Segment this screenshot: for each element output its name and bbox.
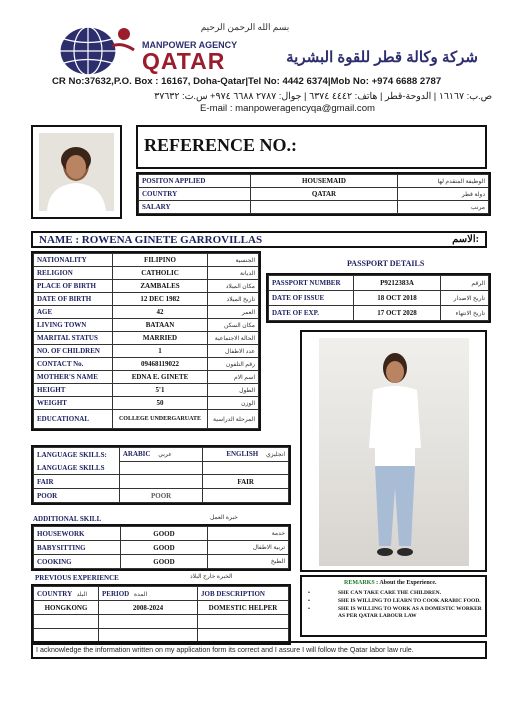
language-skills-sublabel: LANGUAGE SKILLS bbox=[34, 461, 120, 475]
row-label: LIVING TOWN bbox=[34, 319, 113, 332]
row-arabic: الرقم bbox=[441, 276, 489, 291]
row-label: PASSPORT NUMBER bbox=[269, 276, 354, 291]
row-label: NO. OF CHILDREN bbox=[34, 345, 113, 358]
arabic-agency-name: شركة وكالة قطر للقوة البشرية bbox=[286, 49, 478, 66]
additional-skill-title-ar: خبرة العمل bbox=[210, 515, 238, 521]
row-value: BATAAN bbox=[113, 319, 208, 332]
row-label: EDUCATIONAL bbox=[34, 410, 113, 429]
remark-item: • SHE CAN TAKE CARE THE CHILDREN. bbox=[308, 590, 441, 596]
personal-row bbox=[34, 384, 259, 397]
row-arabic: عدد الاطفال bbox=[208, 345, 259, 358]
remarks-heading bbox=[344, 580, 437, 586]
personal-row bbox=[34, 371, 259, 384]
personal-rows bbox=[34, 254, 259, 429]
row-label: HEIGHT bbox=[34, 384, 113, 397]
passport-number-row bbox=[269, 276, 489, 291]
arabic-language-cell bbox=[119, 448, 202, 462]
row-label: SALARY bbox=[139, 201, 251, 214]
agency-label: MANPOWER AGENCY bbox=[142, 40, 238, 50]
row-arabic: تاريخ الانتهاء bbox=[441, 306, 489, 321]
row-value: FILIPINO bbox=[113, 254, 208, 267]
row-label: DATE OF ISSUE bbox=[269, 291, 354, 306]
row-label: MARITAL STATUS bbox=[34, 332, 113, 345]
row-arabic: الوظيفة المتقدم لها bbox=[398, 175, 489, 188]
babysitting-row bbox=[34, 541, 289, 555]
row-label: AGE bbox=[34, 306, 113, 319]
row-value: 18 OCT 2018 bbox=[354, 291, 441, 306]
row-arabic: الوزن bbox=[208, 397, 259, 410]
experience-job: DOMESTIC HELPER bbox=[198, 601, 289, 615]
date-of-issue-row bbox=[269, 291, 489, 306]
row-label: POSITON APPLIED bbox=[139, 175, 251, 188]
english-language-label: ENGLISH bbox=[226, 450, 259, 459]
personal-row bbox=[34, 306, 259, 319]
row-label: COOKING bbox=[34, 555, 121, 569]
previous-experience-title-ar: الخبرة خارج البلاد bbox=[190, 574, 233, 580]
row-value: EDNA E. GINETE bbox=[113, 371, 208, 384]
row-label: WEIGHT bbox=[34, 397, 113, 410]
job-description-header: JOB DESCRIPTION bbox=[198, 587, 289, 601]
row-label: DATE OF BIRTH bbox=[34, 293, 113, 306]
row-value: CATHOLIC bbox=[113, 267, 208, 280]
row-arabic: الديانة bbox=[208, 267, 259, 280]
arabic-poor-value: POOR bbox=[119, 489, 202, 503]
row-value: 50 bbox=[113, 397, 208, 410]
passport-table bbox=[266, 273, 491, 323]
row-label: DATE OF EXP. bbox=[269, 306, 354, 321]
row-value: P9212383A bbox=[354, 276, 441, 291]
row-arabic: اسم الام bbox=[208, 371, 259, 384]
row-arabic: مرتب bbox=[398, 201, 489, 214]
row-arabic: العمر bbox=[208, 306, 259, 319]
position-applied-row bbox=[139, 175, 489, 188]
row-arabic: الطبخ bbox=[208, 555, 289, 569]
row-label: HOUSEWORK bbox=[34, 527, 121, 541]
date-of-expiry-row bbox=[269, 306, 489, 321]
country-header bbox=[34, 587, 99, 601]
row-label: CONTACT No. bbox=[34, 358, 113, 371]
remarks-title: REMARKS bbox=[344, 580, 375, 586]
row-arabic: تربية الاطفال bbox=[208, 541, 289, 555]
row-value bbox=[251, 201, 398, 214]
row-value: MARRIED bbox=[113, 332, 208, 345]
row-value: GOOD bbox=[121, 555, 208, 569]
agency-logo bbox=[50, 24, 136, 76]
row-arabic: رقم التلفون bbox=[208, 358, 259, 371]
english-language-label-ar: انجليزي bbox=[265, 452, 285, 459]
experience-header-row bbox=[34, 587, 289, 601]
experience-country: HONGKONG bbox=[34, 601, 99, 615]
personal-row bbox=[34, 358, 259, 371]
profile-photo-frame bbox=[31, 125, 122, 219]
applicant-name: NAME : ROWENA GINETE GARROVILLAS bbox=[39, 234, 263, 246]
personal-row bbox=[34, 267, 259, 280]
name-bar bbox=[31, 231, 487, 248]
remark-item: • SHE IS WILLING TO LEARN TO COOK ARABIC FOOD. bbox=[308, 598, 481, 604]
row-value: COLLEGE UNDERGARUATE bbox=[113, 410, 208, 429]
language-header-row bbox=[34, 448, 289, 462]
row-value: ZAMBALES bbox=[113, 280, 208, 293]
row-label: RELIGION bbox=[34, 267, 113, 280]
acknowledgement-box bbox=[31, 641, 487, 659]
position-table bbox=[136, 172, 491, 216]
personal-row bbox=[34, 254, 259, 267]
remark-text: SHE IS WILLING TO WORK AS A DOMESTIC WORKER AS PER QATAR LABOUR LAW bbox=[338, 606, 482, 619]
country-header-label: COUNTRY bbox=[37, 589, 72, 598]
personal-row bbox=[34, 345, 259, 358]
contact-line: CR No:37632,P.O. Box : 16167, Doha-Qatar|Tel No: 4442 6374|Mob No: +974 6688 2787 bbox=[52, 76, 442, 87]
additional-skill-table bbox=[31, 524, 291, 571]
arabic-language-label-ar: عربي bbox=[158, 452, 172, 459]
previous-experience-title: PREVIOUS EXPERIENCE bbox=[35, 574, 119, 582]
full-body-photo-frame bbox=[300, 330, 487, 572]
remarks-box bbox=[300, 575, 487, 637]
remarks-title-rest: : About the Experience. bbox=[374, 580, 437, 586]
language-skills-label: LANGUAGE SKILLS: bbox=[34, 448, 120, 462]
row-value: 09468119022 bbox=[113, 358, 208, 371]
row-arabic: الحالة الاجتماعية bbox=[208, 332, 259, 345]
english-language-cell bbox=[203, 448, 289, 462]
language-skills-table bbox=[31, 445, 291, 505]
row-value: QATAR bbox=[251, 188, 398, 201]
name-arabic-label: الاسم: bbox=[452, 234, 479, 245]
row-arabic: تاريخ الميلاد bbox=[208, 293, 259, 306]
row-arabic: الجنسية bbox=[208, 254, 259, 267]
row-value: 17 OCT 2028 bbox=[354, 306, 441, 321]
personal-row bbox=[34, 410, 259, 429]
housework-row bbox=[34, 527, 289, 541]
arabic-language-label: ARABIC bbox=[122, 450, 151, 459]
reference-label: REFERENCE NO.: bbox=[144, 135, 298, 155]
period-header-ar: المدة bbox=[133, 591, 148, 598]
row-arabic: الطول bbox=[208, 384, 259, 397]
personal-row bbox=[34, 332, 259, 345]
country-header-ar: البلد bbox=[76, 591, 88, 598]
row-value: 12 DEC 1982 bbox=[113, 293, 208, 306]
row-arabic: تاريخ الاصدار bbox=[441, 291, 489, 306]
poor-row bbox=[34, 489, 289, 503]
personal-details-table bbox=[31, 251, 261, 431]
row-arabic: المرحلة الدراسية bbox=[208, 410, 259, 429]
english-fair-value: FAIR bbox=[203, 475, 289, 489]
row-arabic: مكان الميلاد bbox=[208, 280, 259, 293]
row-value: GOOD bbox=[121, 541, 208, 555]
full-body-photo bbox=[319, 338, 469, 566]
previous-experience-table bbox=[31, 584, 291, 645]
experience-row bbox=[34, 601, 289, 615]
row-value: 42 bbox=[113, 306, 208, 319]
remark-text: SHE CAN TAKE CARE THE CHILDREN. bbox=[338, 590, 441, 596]
row-value: GOOD bbox=[121, 527, 208, 541]
cooking-row bbox=[34, 555, 289, 569]
row-value: HOUSEMAID bbox=[251, 175, 398, 188]
poor-label: POOR bbox=[34, 489, 120, 503]
remark-item: • SHE IS WILLING TO WORK AS A DOMESTIC WORKER AS PER QATAR LABOUR LAW bbox=[308, 606, 484, 620]
personal-row bbox=[34, 280, 259, 293]
brand-name: QATAR bbox=[142, 48, 226, 74]
reference-box bbox=[136, 125, 487, 169]
experience-period: 2008-2024 bbox=[99, 601, 198, 615]
additional-skill-title: ADDITIONAL SKILL bbox=[33, 515, 102, 523]
row-arabic: دولة قطر bbox=[398, 188, 489, 201]
email: E-mail : manpoweragencyqa@gmail.com bbox=[200, 103, 376, 114]
profile-photo bbox=[39, 133, 114, 211]
personal-row bbox=[34, 293, 259, 306]
row-label: MOTHER'S NAME bbox=[34, 371, 113, 384]
row-label: NATIONALITY bbox=[34, 254, 113, 267]
salary-row bbox=[139, 201, 489, 214]
arabic-basmala: بسم الله الرحمن الرحيم bbox=[200, 22, 290, 32]
passport-title: PASSPORT DETAILS bbox=[347, 259, 425, 268]
remark-text: SHE IS WILLING TO LEARN TO COOK ARABIC FOOD. bbox=[338, 598, 481, 604]
experience-empty-row bbox=[34, 615, 289, 629]
personal-row bbox=[34, 319, 259, 332]
row-value: 1 bbox=[113, 345, 208, 358]
header bbox=[0, 0, 532, 120]
period-header-label: PERIOD bbox=[102, 589, 130, 598]
row-label: BABYSITTING bbox=[34, 541, 121, 555]
country-row bbox=[139, 188, 489, 201]
fair-row bbox=[34, 475, 289, 489]
period-header bbox=[99, 587, 198, 601]
row-value: 5'1 bbox=[113, 384, 208, 397]
remarks-list bbox=[308, 590, 484, 620]
contact-line-arabic: ص.ب: ١٦١٦٧ | الدوحة-قطر | هاتف: ٤٤٤٢ ٦٣٧٤ | جوال: ٢٧٨٧ ٦٦٨٨ ٩٧٤+ س.ت: ٣٧٦٣٢ bbox=[154, 90, 492, 101]
row-arabic: خدمة bbox=[208, 527, 289, 541]
acknowledgement-text: I acknowledge the information written on my application form its correct and I assure I will follow the Qatar labor law rule. bbox=[36, 646, 414, 654]
language-skills-row bbox=[34, 461, 289, 475]
fair-label: FAIR bbox=[34, 475, 120, 489]
row-arabic: مكان السكن bbox=[208, 319, 259, 332]
row-label: PLACE OF BIRTH bbox=[34, 280, 113, 293]
row-label: COUNTRY bbox=[139, 188, 251, 201]
personal-row bbox=[34, 397, 259, 410]
